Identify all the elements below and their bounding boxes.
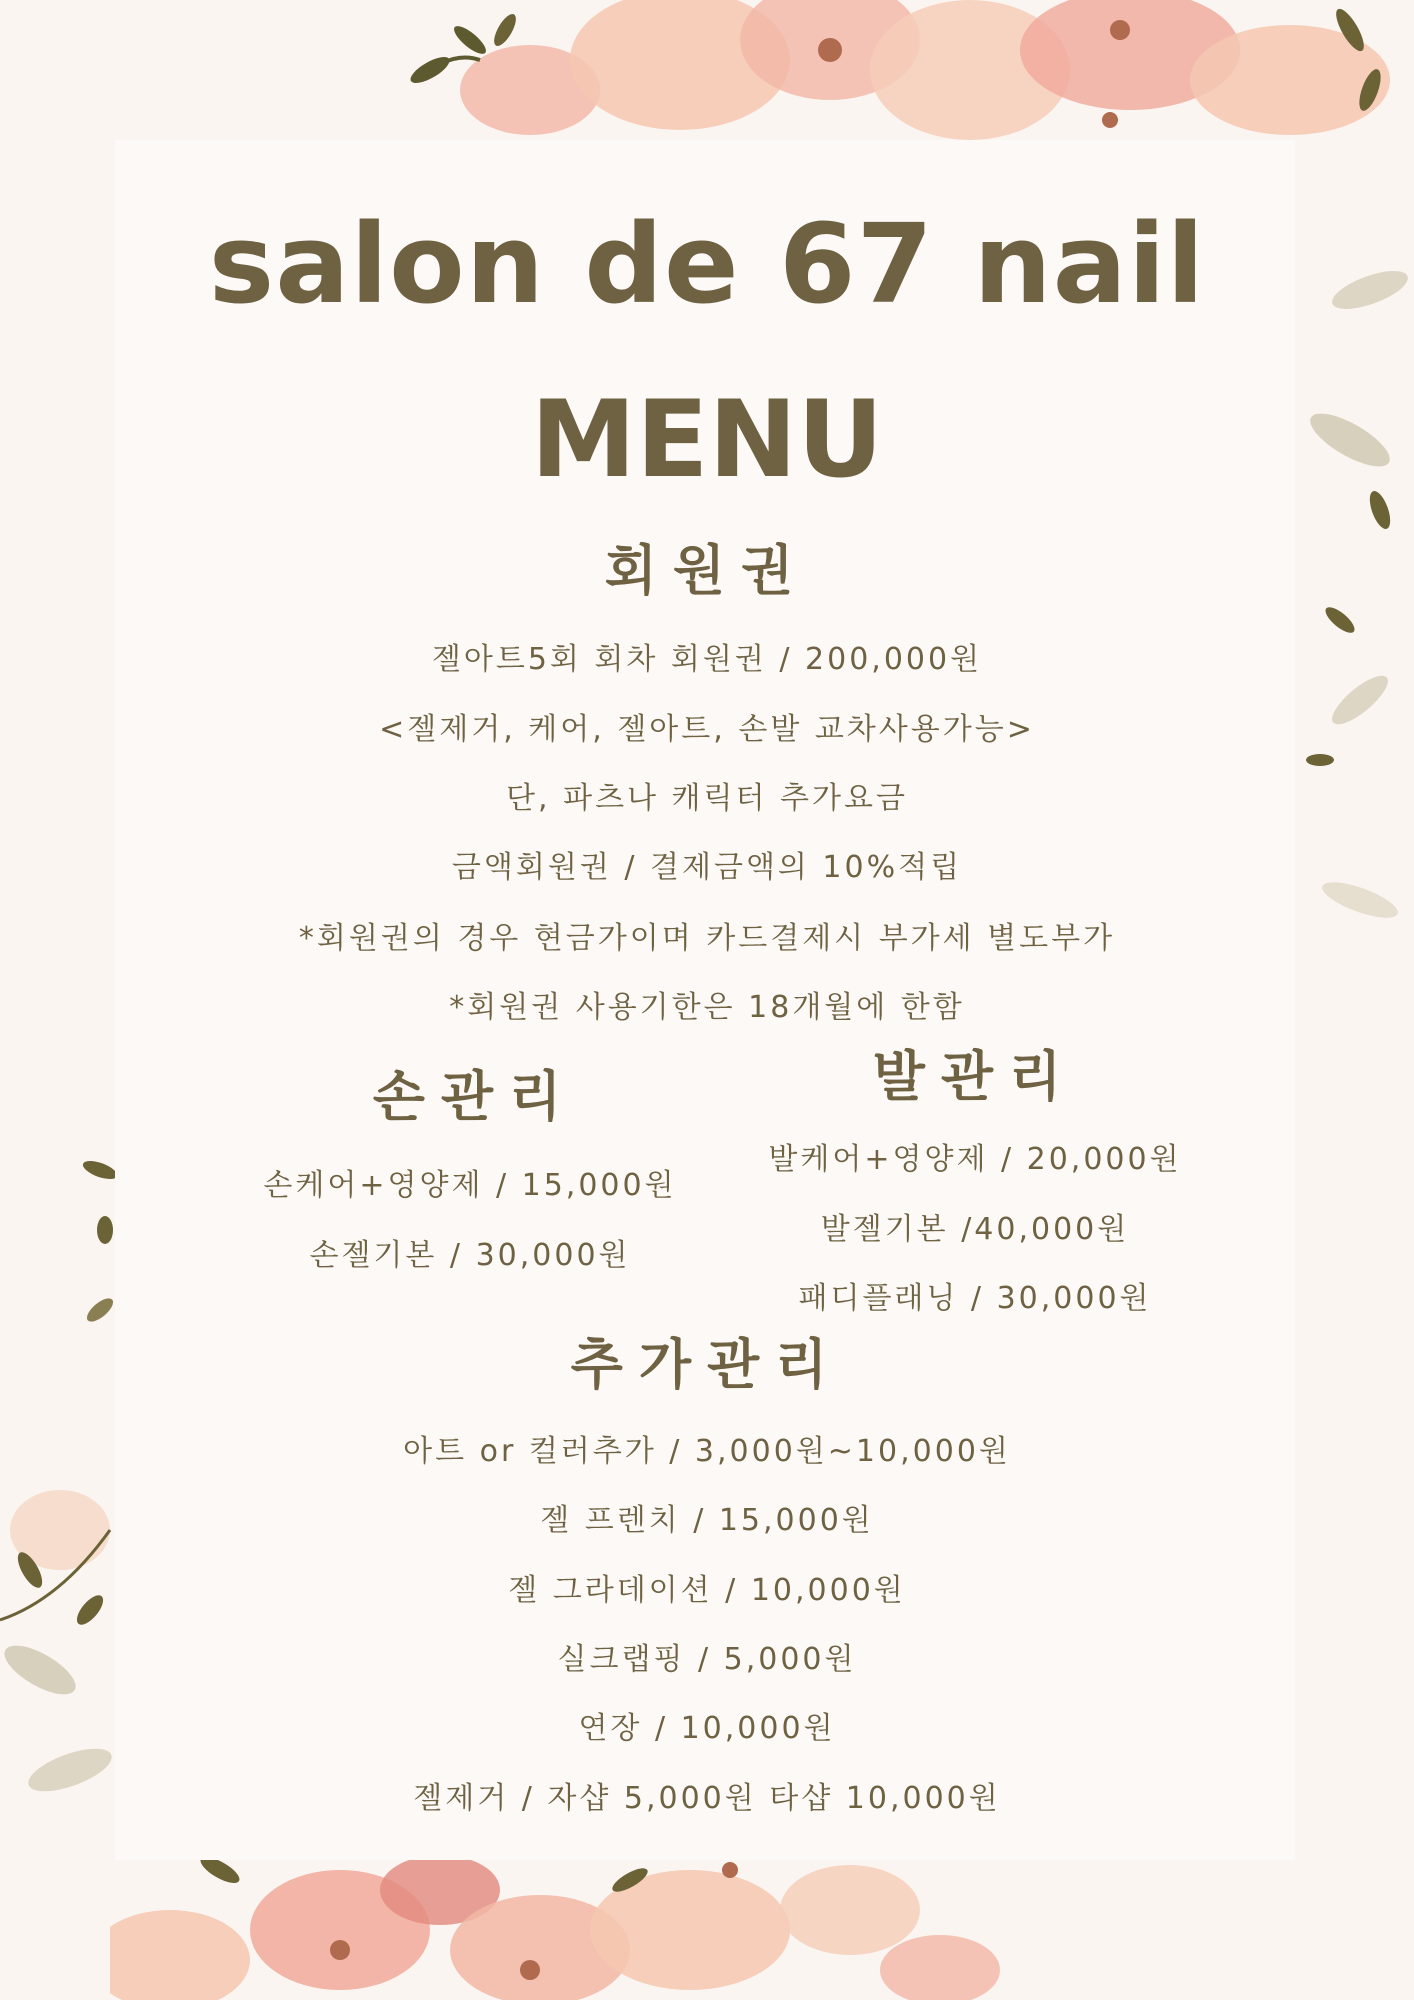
menu-title: MENU	[530, 378, 884, 501]
hand-care-heading: 손관리	[372, 1065, 578, 1128]
foot-care-heading: 발관리	[872, 1045, 1078, 1108]
extra-care-item: 실크랩핑 / 5,000원	[557, 1642, 857, 1677]
foot-care-item: 발젤기본 /40,000원	[820, 1212, 1130, 1247]
extra-care-item: 젤 그라데이션 / 10,000원	[508, 1573, 906, 1608]
extra-care-heading: 추가관리	[570, 1333, 844, 1396]
membership-line: 금액회원권 / 결제금액의 10%적립	[451, 850, 963, 885]
extra-care-item: 젤제거 / 자샵 5,000원 타샵 10,000원	[413, 1781, 1001, 1816]
foot-care-item: 발케어+영양제 / 20,000원	[768, 1142, 1182, 1177]
extra-care-item: 젤 프렌치 / 15,000원	[540, 1503, 874, 1538]
extra-care-item: 아트 or 컬러추가 / 3,000원~10,000원	[403, 1434, 1011, 1469]
membership-line: 젤아트5회 회차 회원권 / 200,000원	[431, 642, 983, 677]
membership-line: 단, 파츠나 캐릭터 추가요금	[506, 781, 908, 816]
salon-title: salon de 67 nail	[208, 200, 1206, 328]
leaf-decoration-left	[70, 1150, 120, 1350]
hand-care-item: 손젤기본 / 30,000원	[309, 1238, 631, 1273]
extra-care-item: 연장 / 10,000원	[578, 1711, 836, 1746]
floral-top-decoration	[410, 0, 1414, 150]
hand-care-item: 손케어+영양제 / 15,000원	[263, 1168, 677, 1203]
floral-bottom-decoration	[110, 1850, 1010, 2000]
membership-heading: 회원권	[604, 539, 810, 602]
membership-line: *회원권 사용기한은 18개월에 한함	[449, 990, 965, 1025]
foot-care-item: 패디플래닝 / 30,000원	[798, 1281, 1152, 1316]
membership-line: *회원권의 경우 현금가이며 카드결제시 부가세 별도부가	[298, 921, 1116, 956]
membership-line: <젤제거, 케어, 젤아트, 손발 교차사용가능>	[379, 712, 1035, 747]
